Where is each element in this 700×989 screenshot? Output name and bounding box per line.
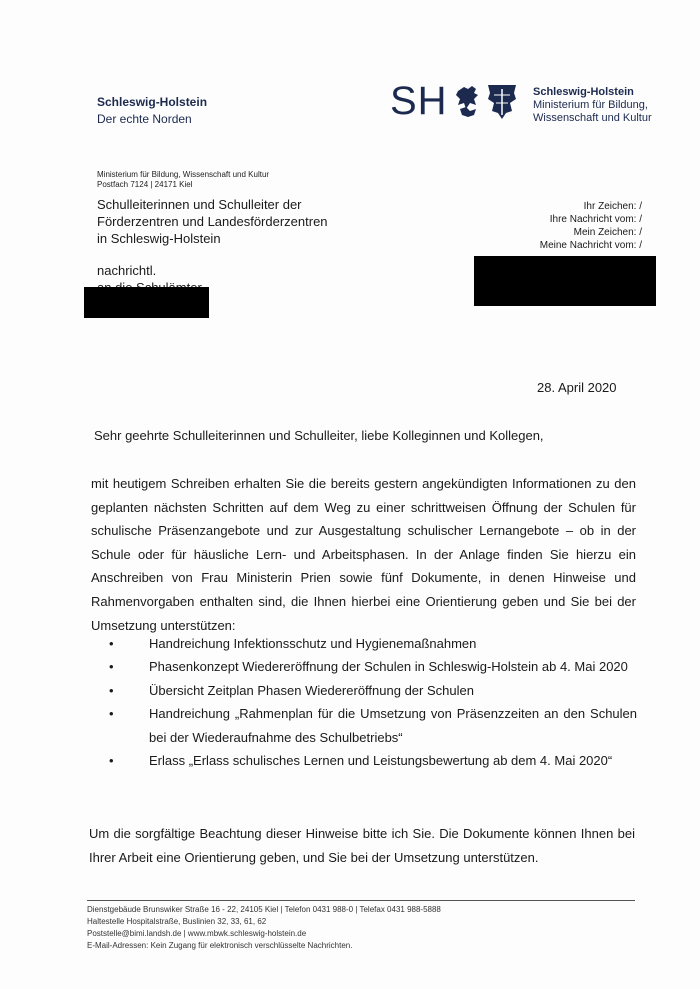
ministry-line-2: Wissenschaft und Kultur: [533, 112, 652, 124]
salutation: Sehr geehrte Schulleiterinnen und Schulleiter, liebe Kolleginnen und Kollegen,: [94, 428, 544, 443]
ref-ihr-zeichen: Ihr Zeichen: /: [583, 201, 642, 212]
closing-paragraph: Um die sorgfältige Beachtung dieser Hinweise bitte ich Sie. Die Dokumente können Ihnen bei Ihrer Arbeit eine Orientierung geben, und Sie bei der Umsetzung unterstützen.: [89, 826, 635, 865]
recipient-line-1: Schulleiterinnen und Schulleiter der: [97, 197, 302, 212]
brand-left-subtitle: Der echte Norden: [97, 112, 192, 126]
list-item-text: Handreichung „Rahmenplan für die Umsetzung von Präsenzzeiten an den Schulen bei der Wiederaufnahme des Schulbetriebs“: [149, 706, 637, 745]
sender-address: [97, 170, 269, 190]
list-item: [109, 655, 637, 678]
body-paragraph: mit heutigem Schreiben erhalten Sie die bereits gestern angekündigten Informationen zu den geplanten nächsten Schritten auf dem Weg zu einer schrittweisen Öffnung der Schulen für schulische Präsenzangebote und zur Ausgestaltung schulischer Lernangebote – ob in der Schule oder für häusliche Lern- und Arbeitsphasen. In der Anlage finden Sie hierzu ein Anschreiben von Frau Ministerin Prien sowie fünf Dokumente, in denen Hinweise und Rahmenvorgaben enthalten sind, die Ihnen hierbei eine Orientierung geben und Sie bei der Umsetzung unterstützen:: [91, 476, 636, 633]
bullet-symbol: •: [109, 659, 114, 675]
list-item-text: Phasenkonzept Wiedereröffnung der Schulen in Schleswig-Holstein ab 4. Mai 2020: [149, 659, 628, 675]
cc-line-1: nachrichtl.: [97, 263, 157, 278]
footer-line-3: Poststelle@bimi.landsh.de | www.mbwk.schleswig-holstein.de: [87, 929, 307, 938]
coat-of-arms-icon: [452, 79, 522, 123]
bullet-symbol: •: [109, 753, 114, 769]
ministry-line-1: Ministerium für Bildung,: [533, 99, 648, 111]
letter-date: 28. April 2020: [537, 380, 617, 395]
list-item-text: Handreichung Infektionsschutz und Hygienemaßnahmen: [149, 636, 477, 651]
ministry-header: [533, 86, 652, 125]
recipient-address: [97, 196, 328, 247]
recipient-line-2: Förderzentren und Landesförderzentren: [97, 214, 328, 229]
footer-line-4: E-Mail-Adressen: Kein Zugang für elektronisch verschlüsselte Nachrichten.: [87, 941, 353, 950]
footer-divider: [87, 900, 635, 901]
footer-line-2: Haltestelle Hospitalstraße, Buslinien 32, 33, 61, 62: [87, 917, 267, 926]
footer: [87, 904, 441, 952]
reference-block: [540, 200, 642, 252]
sender-line-2: Postfach 7124 | 24171 Kiel: [97, 180, 193, 189]
document-list: [109, 632, 637, 772]
bullet-symbol: •: [109, 636, 114, 651]
ministry-title: Schleswig-Holstein: [533, 86, 634, 98]
list-item: [109, 632, 637, 655]
list-item: [109, 679, 637, 702]
ref-ihre-nachricht: Ihre Nachricht vom: /: [549, 214, 642, 225]
footer-line-1: Dienstgebäude Brunswiker Straße 16 - 22, 24105 Kiel | Telefon 0431 988-0 | Telefax 0431 988-5888: [87, 905, 441, 914]
ref-meine-nachricht: Meine Nachricht vom: /: [539, 240, 642, 251]
list-item-text: Erlass „Erlass schulisches Lernen und Leistungsbewertung ab dem 4. Mai 2020“: [149, 753, 613, 769]
logo-text: SH: [390, 79, 448, 123]
bullet-symbol: •: [109, 682, 114, 698]
ref-mein-zeichen: Mein Zeichen: /: [573, 227, 642, 238]
recipient-line-3: in Schleswig-Holstein: [97, 231, 221, 246]
bullet-symbol: •: [109, 706, 114, 722]
list-item-text: Übersicht Zeitplan Phasen Wiedereröffnung der Schulen: [149, 682, 474, 698]
list-item: [109, 702, 637, 749]
redaction-block-contact: [474, 256, 656, 306]
brand-left-title: Schleswig-Holstein: [97, 95, 208, 109]
sender-line-1: Ministerium für Bildung, Wissenschaft und Kultur: [97, 170, 270, 179]
sh-logo: [390, 79, 522, 123]
list-item: [109, 749, 637, 772]
brand-left: [97, 95, 207, 126]
redaction-block-cc: [84, 287, 209, 318]
